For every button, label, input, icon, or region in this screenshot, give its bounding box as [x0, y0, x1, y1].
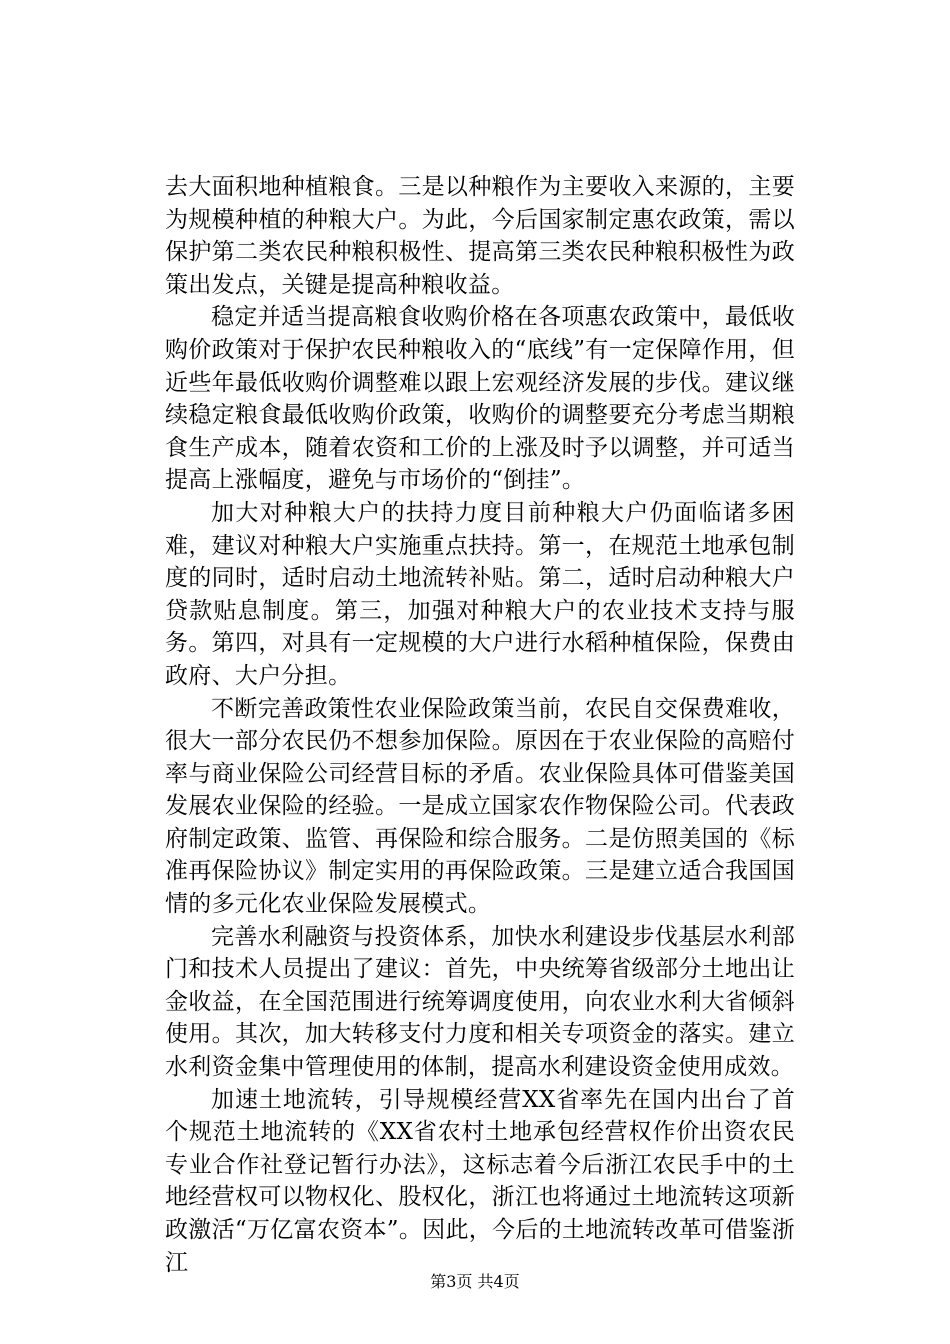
paragraph-5: 完善水利融资与投资体系，加快水利建设步伐基层水利部门和技术人员提出了建议：首先，中央统筹省级部分土地出让金收益，在全国范围进行统筹调度使用，向农业水利大省倾斜使用。其次，加大转移支付力度和相关专项资金的落实。建立水利资金集中管理使用的体制，提高水利建设资金使用成效。 [165, 923, 795, 1081]
paragraph-4: 不断完善政策性农业保险政策当前，农民自交保费难收，很大一部分农民仍不想参加保险。原因在于农业保险的高赔付率与商业保险公司经营目标的矛盾。农业保险具体可借鉴美国发展农业保险的经验。一是成立国家农作物保险公司。代表政府制定政策、监管、再保险和综合服务。二是仿照美国的《标准再保险协议》制定实用的再保险政策。三是建立适合我国国情的多元化农业保险发展模式。 [165, 695, 795, 918]
page-footer: 第3页 共4页 [430, 1272, 520, 1291]
paragraph-3: 加大对种粮大户的扶持力度目前种粮大户仍面临诸多困难，建议对种粮大户实施重点扶持。第一，在规范土地承包制度的同时，适时启动土地流转补贴。第二，适时启动种粮大户贷款贴息制度。第三，加强对种粮大户的农业技术支持与服务。第四，对具有一定规模的大户进行水稻种植保险，保费由政府、大户分担。 [165, 499, 795, 689]
document-body [165, 171, 795, 1279]
paragraph-6: 加速土地流转，引导规模经营XX省率先在国内出台了首个规范土地流转的《XX省农村土地承包经营权作价出资农民专业合作社登记暂行办法》，这标志着今后浙江农民手中的土地经营权可以物权化、股权化，浙江也将通过土地流转这项新政激活“万亿富农资本”。因此，今后的土地流转改革可借鉴浙江 [165, 1086, 795, 1276]
paragraph-1: 去大面积地种植粮食。三是以种粮作为主要收入来源的，主要为规模种植的种粮大户。为此，今后国家制定惠农政策，需以保护第二类农民种粮积极性、提高第三类农民种粮积极性为政策出发点，关键是提高种粮收益。 [165, 174, 795, 298]
paragraph-2: 稳定并适当提高粮食收购价格在各项惠农政策中，最低收购价政策对于保护农民种粮收入的“底线”有一定保障作用，但近些年最低收购价调整难以跟上宏观经济发展的步伐。建议继续稳定粮食最低收购价政策，收购价的调整要充分考虑当期粮食生产成本，随着农资和工价的上涨及时予以调整，并可适当提高上涨幅度，避免与市场价的“倒挂”。 [165, 304, 795, 494]
